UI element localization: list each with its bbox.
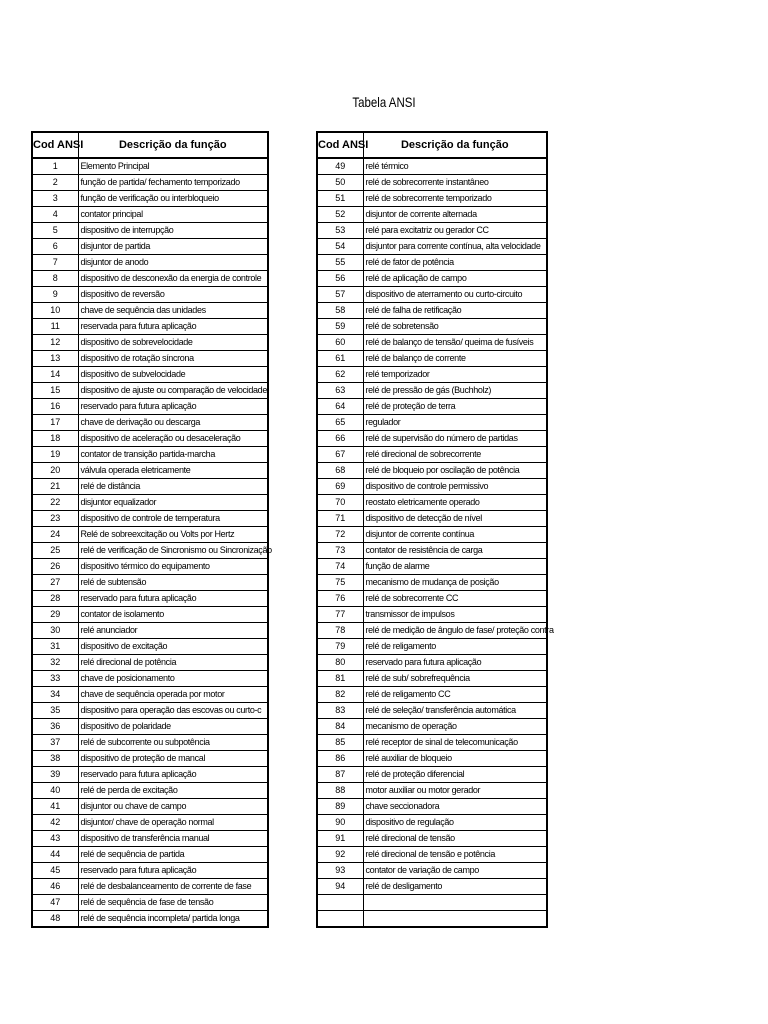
function-description-cell: relé de distância bbox=[78, 479, 268, 495]
ansi-code-cell: 27 bbox=[32, 575, 78, 591]
table-row bbox=[317, 175, 547, 191]
ansi-code-cell: 34 bbox=[32, 687, 78, 703]
ansi-code-cell: 86 bbox=[317, 751, 363, 767]
ansi-code-cell: 88 bbox=[317, 783, 363, 799]
column-header-description: Descrição da função bbox=[363, 132, 547, 158]
table-row bbox=[317, 207, 547, 223]
ansi-code-cell: 73 bbox=[317, 543, 363, 559]
function-description-cell: relé de perda de excitação bbox=[78, 783, 268, 799]
function-description-cell: dispositivo de detecção de nível bbox=[363, 511, 547, 527]
ansi-code-cell: 23 bbox=[32, 511, 78, 527]
ansi-code-cell: 66 bbox=[317, 431, 363, 447]
ansi-code-cell: 78 bbox=[317, 623, 363, 639]
table-body-right bbox=[317, 158, 554, 927]
table-row bbox=[317, 575, 547, 591]
table-row bbox=[317, 527, 547, 543]
ansi-code-cell: 7 bbox=[32, 255, 78, 271]
function-description-cell: reservado para futura aplicação bbox=[78, 767, 268, 783]
ansi-code-cell: 87 bbox=[317, 767, 363, 783]
ansi-code-cell: 49 bbox=[317, 158, 363, 175]
function-description-cell: relé direcional de potência bbox=[78, 655, 268, 671]
ansi-code-cell: 16 bbox=[32, 399, 78, 415]
table-row bbox=[32, 511, 268, 527]
function-description-cell: relé receptor de sinal de telecomunicação bbox=[363, 735, 547, 751]
table-row bbox=[32, 495, 268, 511]
function-description-cell: Elemento Principal bbox=[78, 158, 268, 175]
ansi-code-cell: 8 bbox=[32, 271, 78, 287]
function-description-cell: relé de balanço de corrente bbox=[363, 351, 547, 367]
ansi-code-cell: 71 bbox=[317, 511, 363, 527]
table-row bbox=[32, 607, 268, 623]
function-description-cell: relé de bloqueio por oscilação de potência bbox=[363, 463, 547, 479]
table-row bbox=[32, 559, 268, 575]
ansi-code-cell: 58 bbox=[317, 303, 363, 319]
ansi-code-cell: 47 bbox=[32, 895, 78, 911]
ansi-code-cell: 18 bbox=[32, 431, 78, 447]
function-description-cell: relé de aplicação de campo bbox=[363, 271, 547, 287]
table-row bbox=[32, 479, 268, 495]
ansi-code-cell: 89 bbox=[317, 799, 363, 815]
ansi-code-cell: 15 bbox=[32, 383, 78, 399]
ansi-code-cell: 94 bbox=[317, 879, 363, 895]
table-row bbox=[32, 575, 268, 591]
table-row bbox=[317, 751, 547, 767]
ansi-code-cell: 50 bbox=[317, 175, 363, 191]
table-row bbox=[32, 799, 268, 815]
table-row bbox=[317, 703, 547, 719]
function-description-cell: relé de desligamento bbox=[363, 879, 547, 895]
function-description-cell: relé de pressão de gás (Buchholz) bbox=[363, 383, 547, 399]
table-header-row bbox=[32, 132, 268, 158]
table-row bbox=[32, 335, 268, 351]
table-row bbox=[32, 655, 268, 671]
ansi-code-cell: 17 bbox=[32, 415, 78, 431]
table-row bbox=[317, 511, 547, 527]
function-description-cell: disjuntor ou chave de campo bbox=[78, 799, 268, 815]
function-description-cell: dispositivo de aterramento ou curto-circuito bbox=[363, 287, 547, 303]
ansi-code-cell: 64 bbox=[317, 399, 363, 415]
function-description-cell: relé de falha de retificação bbox=[363, 303, 547, 319]
table-row bbox=[317, 319, 547, 335]
table-row bbox=[317, 351, 547, 367]
table-row bbox=[32, 383, 268, 399]
function-description-cell: dispositivo de ajuste ou comparação de velocidade bbox=[78, 383, 268, 399]
ansi-code-cell: 4 bbox=[32, 207, 78, 223]
ansi-code-cell: 5 bbox=[32, 223, 78, 239]
table-row bbox=[317, 735, 547, 751]
table-row bbox=[317, 767, 547, 783]
table-row bbox=[317, 639, 547, 655]
ansi-code-cell: 51 bbox=[317, 191, 363, 207]
function-description-cell: relé de sobretensão bbox=[363, 319, 547, 335]
ansi-code-cell: 77 bbox=[317, 607, 363, 623]
table-row bbox=[32, 399, 268, 415]
function-description-cell: relé direcional de tensão e potência bbox=[363, 847, 547, 863]
ansi-code-cell: 43 bbox=[32, 831, 78, 847]
function-description-cell: mecanismo de operação bbox=[363, 719, 547, 735]
ansi-code-cell: 56 bbox=[317, 271, 363, 287]
function-description-cell: disjuntor/ chave de operação normal bbox=[78, 815, 268, 831]
table-row bbox=[32, 591, 268, 607]
table-body-left bbox=[32, 158, 272, 927]
function-description-cell: relé de verificação de Sincronismo ou Sincronização bbox=[78, 543, 268, 559]
function-description-cell: disjuntor equalizador bbox=[78, 495, 268, 511]
table-row bbox=[32, 223, 268, 239]
table-row bbox=[317, 287, 547, 303]
function-description-cell: disjuntor de partida bbox=[78, 239, 268, 255]
column-header-code: Cod ANSI bbox=[32, 132, 78, 158]
function-description-cell: disjuntor para corrente contínua, alta velocidade bbox=[363, 239, 547, 255]
function-description-cell: contator de isolamento bbox=[78, 607, 268, 623]
function-description-cell: relé de subtensão bbox=[78, 575, 268, 591]
function-description-cell: disjuntor de corrente alternada bbox=[363, 207, 547, 223]
ansi-code-cell: 83 bbox=[317, 703, 363, 719]
function-description-cell: chave de posicionamento bbox=[78, 671, 268, 687]
function-description-cell: função de verificação ou interbloqueio bbox=[78, 191, 268, 207]
function-description-cell: relé de proteção diferencial bbox=[363, 767, 547, 783]
table-row bbox=[32, 767, 268, 783]
table-row bbox=[32, 239, 268, 255]
table-row bbox=[32, 207, 268, 223]
function-description-cell: reservado para futura aplicação bbox=[363, 655, 547, 671]
function-description-cell: disjuntor de anodo bbox=[78, 255, 268, 271]
table-row bbox=[32, 671, 268, 687]
ansi-code-cell: 85 bbox=[317, 735, 363, 751]
table-row bbox=[317, 815, 547, 831]
ansi-code-cell: 80 bbox=[317, 655, 363, 671]
ansi-code-cell: 91 bbox=[317, 831, 363, 847]
function-description-cell: chave seccionadora bbox=[363, 799, 547, 815]
table-row bbox=[32, 367, 268, 383]
function-description-cell: relé temporizador bbox=[363, 367, 547, 383]
table-row bbox=[317, 431, 547, 447]
function-description-cell: relé de proteção de terra bbox=[363, 399, 547, 415]
table-row bbox=[317, 447, 547, 463]
ansi-code-cell: 14 bbox=[32, 367, 78, 383]
function-description-cell: mecanismo de mudança de posição bbox=[363, 575, 547, 591]
ansi-code-cell: 74 bbox=[317, 559, 363, 575]
table-row bbox=[32, 815, 268, 831]
ansi-code-cell: 35 bbox=[32, 703, 78, 719]
function-description-cell: válvula operada eletricamente bbox=[78, 463, 268, 479]
function-description-cell: dispositivo de polaridade bbox=[78, 719, 268, 735]
ansi-code-cell: 76 bbox=[317, 591, 363, 607]
ansi-code-cell: 26 bbox=[32, 559, 78, 575]
table-row bbox=[32, 911, 268, 928]
function-description-cell: função de partida/ fechamento temporizado bbox=[78, 175, 268, 191]
ansi-code-cell: 1 bbox=[32, 158, 78, 175]
ansi-code-cell: 52 bbox=[317, 207, 363, 223]
ansi-code-cell: 24 bbox=[32, 527, 78, 543]
ansi-code-cell: 37 bbox=[32, 735, 78, 751]
function-description-cell: relé de seleção/ transferência automática bbox=[363, 703, 547, 719]
ansi-code-cell: 48 bbox=[32, 911, 78, 928]
ansi-code-cell: 25 bbox=[32, 543, 78, 559]
table-header-row bbox=[317, 132, 547, 158]
table-row bbox=[317, 367, 547, 383]
function-description-cell: contator de variação de campo bbox=[363, 863, 547, 879]
table-row bbox=[32, 527, 268, 543]
ansi-code-cell: 70 bbox=[317, 495, 363, 511]
table-row bbox=[32, 191, 268, 207]
function-description-cell: disjuntor de corrente contínua bbox=[363, 527, 547, 543]
ansi-code-cell: 67 bbox=[317, 447, 363, 463]
function-description-cell: dispositivo de transferência manual bbox=[78, 831, 268, 847]
ansi-code-cell: 13 bbox=[32, 351, 78, 367]
function-description-cell: relé direcional de tensão bbox=[363, 831, 547, 847]
function-description-cell: dispositivo de rotação síncrona bbox=[78, 351, 268, 367]
table-row bbox=[32, 175, 268, 191]
ansi-code-cell: 22 bbox=[32, 495, 78, 511]
table-row bbox=[317, 495, 547, 511]
function-description-cell: relé de sobrecorrente CC bbox=[363, 591, 547, 607]
table-row bbox=[32, 271, 268, 287]
table-row bbox=[32, 351, 268, 367]
ansi-code-cell: 10 bbox=[32, 303, 78, 319]
ansi-code-cell: 68 bbox=[317, 463, 363, 479]
ansi-code-cell: 46 bbox=[32, 879, 78, 895]
function-description-cell: Relé de sobreexcitação ou Volts por Hertz bbox=[78, 527, 268, 543]
table-row bbox=[32, 158, 268, 175]
function-description-cell: relé de religamento bbox=[363, 639, 547, 655]
ansi-code-cell: 11 bbox=[32, 319, 78, 335]
ansi-code-cell bbox=[317, 895, 363, 911]
table-row bbox=[32, 415, 268, 431]
function-description-cell: regulador bbox=[363, 415, 547, 431]
function-description-cell: contator de resistência de carga bbox=[363, 543, 547, 559]
ansi-code-cell: 28 bbox=[32, 591, 78, 607]
table-row bbox=[317, 158, 547, 175]
function-description-cell: contator de transição partida-marcha bbox=[78, 447, 268, 463]
table-row bbox=[32, 863, 268, 879]
table-row bbox=[32, 847, 268, 863]
table-row bbox=[317, 591, 547, 607]
table-row bbox=[317, 831, 547, 847]
ansi-code-cell: 38 bbox=[32, 751, 78, 767]
function-description-cell: relé de subcorrente ou subpotência bbox=[78, 735, 268, 751]
ansi-code-cell: 9 bbox=[32, 287, 78, 303]
ansi-code-cell: 12 bbox=[32, 335, 78, 351]
ansi-code-cell: 6 bbox=[32, 239, 78, 255]
table-row bbox=[317, 623, 547, 639]
table-row bbox=[317, 863, 547, 879]
ansi-code-cell: 57 bbox=[317, 287, 363, 303]
function-description-cell: relé anunciador bbox=[78, 623, 268, 639]
ansi-table-left bbox=[31, 131, 272, 928]
ansi-code-cell: 59 bbox=[317, 319, 363, 335]
ansi-code-cell: 60 bbox=[317, 335, 363, 351]
function-description-cell: dispositivo de sobrevelocidade bbox=[78, 335, 268, 351]
table-row bbox=[317, 879, 547, 895]
function-description-cell: reservado para futura aplicação bbox=[78, 863, 268, 879]
table-row bbox=[317, 335, 547, 351]
table-row bbox=[32, 831, 268, 847]
table-row bbox=[32, 287, 268, 303]
ansi-code-cell: 61 bbox=[317, 351, 363, 367]
function-description-cell: relé de sequência de partida bbox=[78, 847, 268, 863]
function-description-cell: dispositivo de desconexão da energia de controle bbox=[78, 271, 268, 287]
ansi-code-cell: 41 bbox=[32, 799, 78, 815]
ansi-code-cell: 54 bbox=[317, 239, 363, 255]
ansi-code-cell: 82 bbox=[317, 687, 363, 703]
ansi-code-cell: 75 bbox=[317, 575, 363, 591]
function-description-cell: relé de religamento CC bbox=[363, 687, 547, 703]
ansi-code-cell: 19 bbox=[32, 447, 78, 463]
table-row bbox=[317, 671, 547, 687]
table-row bbox=[317, 383, 547, 399]
table-row bbox=[32, 895, 268, 911]
ansi-code-cell: 20 bbox=[32, 463, 78, 479]
table-row bbox=[317, 191, 547, 207]
function-description-cell: relé de fator de potência bbox=[363, 255, 547, 271]
ansi-code-cell: 65 bbox=[317, 415, 363, 431]
table-row bbox=[317, 271, 547, 287]
table-row bbox=[32, 639, 268, 655]
function-description-cell: relé de supervisão do número de partidas bbox=[363, 431, 547, 447]
table-row bbox=[32, 303, 268, 319]
function-description-cell: reservado para futura aplicação bbox=[78, 399, 268, 415]
table-row bbox=[317, 687, 547, 703]
ansi-code-cell: 32 bbox=[32, 655, 78, 671]
ansi-code-cell: 45 bbox=[32, 863, 78, 879]
ansi-code-cell: 93 bbox=[317, 863, 363, 879]
function-description-cell: reservado para futura aplicação bbox=[78, 591, 268, 607]
ansi-code-cell: 81 bbox=[317, 671, 363, 687]
function-description-cell: dispositivo de controle permissivo bbox=[363, 479, 547, 495]
function-description-cell: relé auxiliar de bloqueio bbox=[363, 751, 547, 767]
function-description-cell: dispositivo de controle de temperatura bbox=[78, 511, 268, 527]
function-description-cell: função de alarme bbox=[363, 559, 547, 575]
ansi-code-cell: 53 bbox=[317, 223, 363, 239]
function-description-cell: reostato eletricamente operado bbox=[363, 495, 547, 511]
ansi-code-cell: 30 bbox=[32, 623, 78, 639]
function-description-cell: dispositivo de excitação bbox=[78, 639, 268, 655]
table-row bbox=[32, 623, 268, 639]
function-description-cell: relé de medição de ângulo de fase/ proteção contra bbox=[363, 623, 547, 639]
function-description-cell: relé térmico bbox=[363, 158, 547, 175]
ansi-code-cell: 69 bbox=[317, 479, 363, 495]
function-description-cell: chave de sequência operada por motor bbox=[78, 687, 268, 703]
table-row bbox=[317, 239, 547, 255]
function-description-cell: dispositivo para operação das escovas ou curto-c bbox=[78, 703, 268, 719]
table-row bbox=[32, 879, 268, 895]
table-row bbox=[317, 783, 547, 799]
function-description-cell: dispositivo térmico do equipamento bbox=[78, 559, 268, 575]
table-row bbox=[317, 303, 547, 319]
ansi-code-cell: 3 bbox=[32, 191, 78, 207]
ansi-code-cell: 36 bbox=[32, 719, 78, 735]
table-row bbox=[317, 799, 547, 815]
function-description-cell bbox=[363, 895, 547, 911]
function-description-cell: motor auxiliar ou motor gerador bbox=[363, 783, 547, 799]
column-header-code: Cod ANSI bbox=[317, 132, 363, 158]
table-row bbox=[317, 847, 547, 863]
table-row bbox=[317, 463, 547, 479]
ansi-code-cell: 55 bbox=[317, 255, 363, 271]
ansi-code-cell: 42 bbox=[32, 815, 78, 831]
table-row bbox=[317, 399, 547, 415]
function-description-cell: relé de desbalanceamento de corrente de fase bbox=[78, 879, 268, 895]
function-description-cell: reservada para futura aplicação bbox=[78, 319, 268, 335]
table-row bbox=[317, 655, 547, 671]
function-description-cell: transmissor de impulsos bbox=[363, 607, 547, 623]
table-row bbox=[317, 607, 547, 623]
table-row bbox=[32, 319, 268, 335]
page-title: Tabela ANSI bbox=[352, 94, 416, 110]
ansi-code-cell: 63 bbox=[317, 383, 363, 399]
table-row bbox=[32, 783, 268, 799]
function-description-cell: relé de sequência incompleta/ partida longa bbox=[78, 911, 268, 928]
table-row bbox=[317, 559, 547, 575]
ansi-code-cell: 33 bbox=[32, 671, 78, 687]
ansi-table-right bbox=[316, 131, 554, 928]
ansi-code-cell: 92 bbox=[317, 847, 363, 863]
table-row bbox=[32, 719, 268, 735]
table-row bbox=[32, 255, 268, 271]
function-description-cell: dispositivo de subvelocidade bbox=[78, 367, 268, 383]
ansi-code-cell: 29 bbox=[32, 607, 78, 623]
ansi-code-cell: 31 bbox=[32, 639, 78, 655]
table-row bbox=[32, 751, 268, 767]
function-description-cell: relé de sobrecorrente temporizado bbox=[363, 191, 547, 207]
ansi-code-cell: 72 bbox=[317, 527, 363, 543]
table-row bbox=[317, 911, 547, 928]
table-row bbox=[317, 255, 547, 271]
function-description-cell: relé de sub/ sobrefrequência bbox=[363, 671, 547, 687]
table-row bbox=[32, 543, 268, 559]
function-description-cell: dispositivo de reversão bbox=[78, 287, 268, 303]
table-row bbox=[32, 687, 268, 703]
ansi-code-cell: 2 bbox=[32, 175, 78, 191]
ansi-code-cell: 62 bbox=[317, 367, 363, 383]
function-description-cell: relé para excitatriz ou gerador CC bbox=[363, 223, 547, 239]
table-row bbox=[317, 415, 547, 431]
table-row bbox=[317, 719, 547, 735]
table-row bbox=[32, 735, 268, 751]
ansi-code-cell: 79 bbox=[317, 639, 363, 655]
ansi-code-cell: 90 bbox=[317, 815, 363, 831]
column-header-description: Descrição da função bbox=[78, 132, 268, 158]
table-row bbox=[32, 463, 268, 479]
function-description-cell: dispositivo de interrupção bbox=[78, 223, 268, 239]
ansi-code-cell: 40 bbox=[32, 783, 78, 799]
table-row bbox=[32, 703, 268, 719]
function-description-cell: chave de derivação ou descarga bbox=[78, 415, 268, 431]
table-row bbox=[32, 447, 268, 463]
table-row bbox=[317, 479, 547, 495]
function-description-cell: dispositivo de proteção de mancal bbox=[78, 751, 268, 767]
function-description-cell: chave de sequência das unidades bbox=[78, 303, 268, 319]
ansi-code-cell: 39 bbox=[32, 767, 78, 783]
table-row bbox=[317, 895, 547, 911]
function-description-cell: relé de sequência de fase de tensão bbox=[78, 895, 268, 911]
table-row bbox=[317, 543, 547, 559]
table-row bbox=[32, 431, 268, 447]
function-description-cell: dispositivo de regulação bbox=[363, 815, 547, 831]
ansi-code-cell: 44 bbox=[32, 847, 78, 863]
function-description-cell: relé de sobrecorrente instantâneo bbox=[363, 175, 547, 191]
ansi-code-cell: 21 bbox=[32, 479, 78, 495]
function-description-cell: relé de balanço de tensão/ queima de fusíveis bbox=[363, 335, 547, 351]
ansi-code-cell bbox=[317, 911, 363, 928]
function-description-cell: contator principal bbox=[78, 207, 268, 223]
table-row bbox=[317, 223, 547, 239]
ansi-code-cell: 84 bbox=[317, 719, 363, 735]
function-description-cell: dispositivo de aceleração ou desaceleração bbox=[78, 431, 268, 447]
function-description-cell: relé direcional de sobrecorrente bbox=[363, 447, 547, 463]
function-description-cell bbox=[363, 911, 547, 928]
